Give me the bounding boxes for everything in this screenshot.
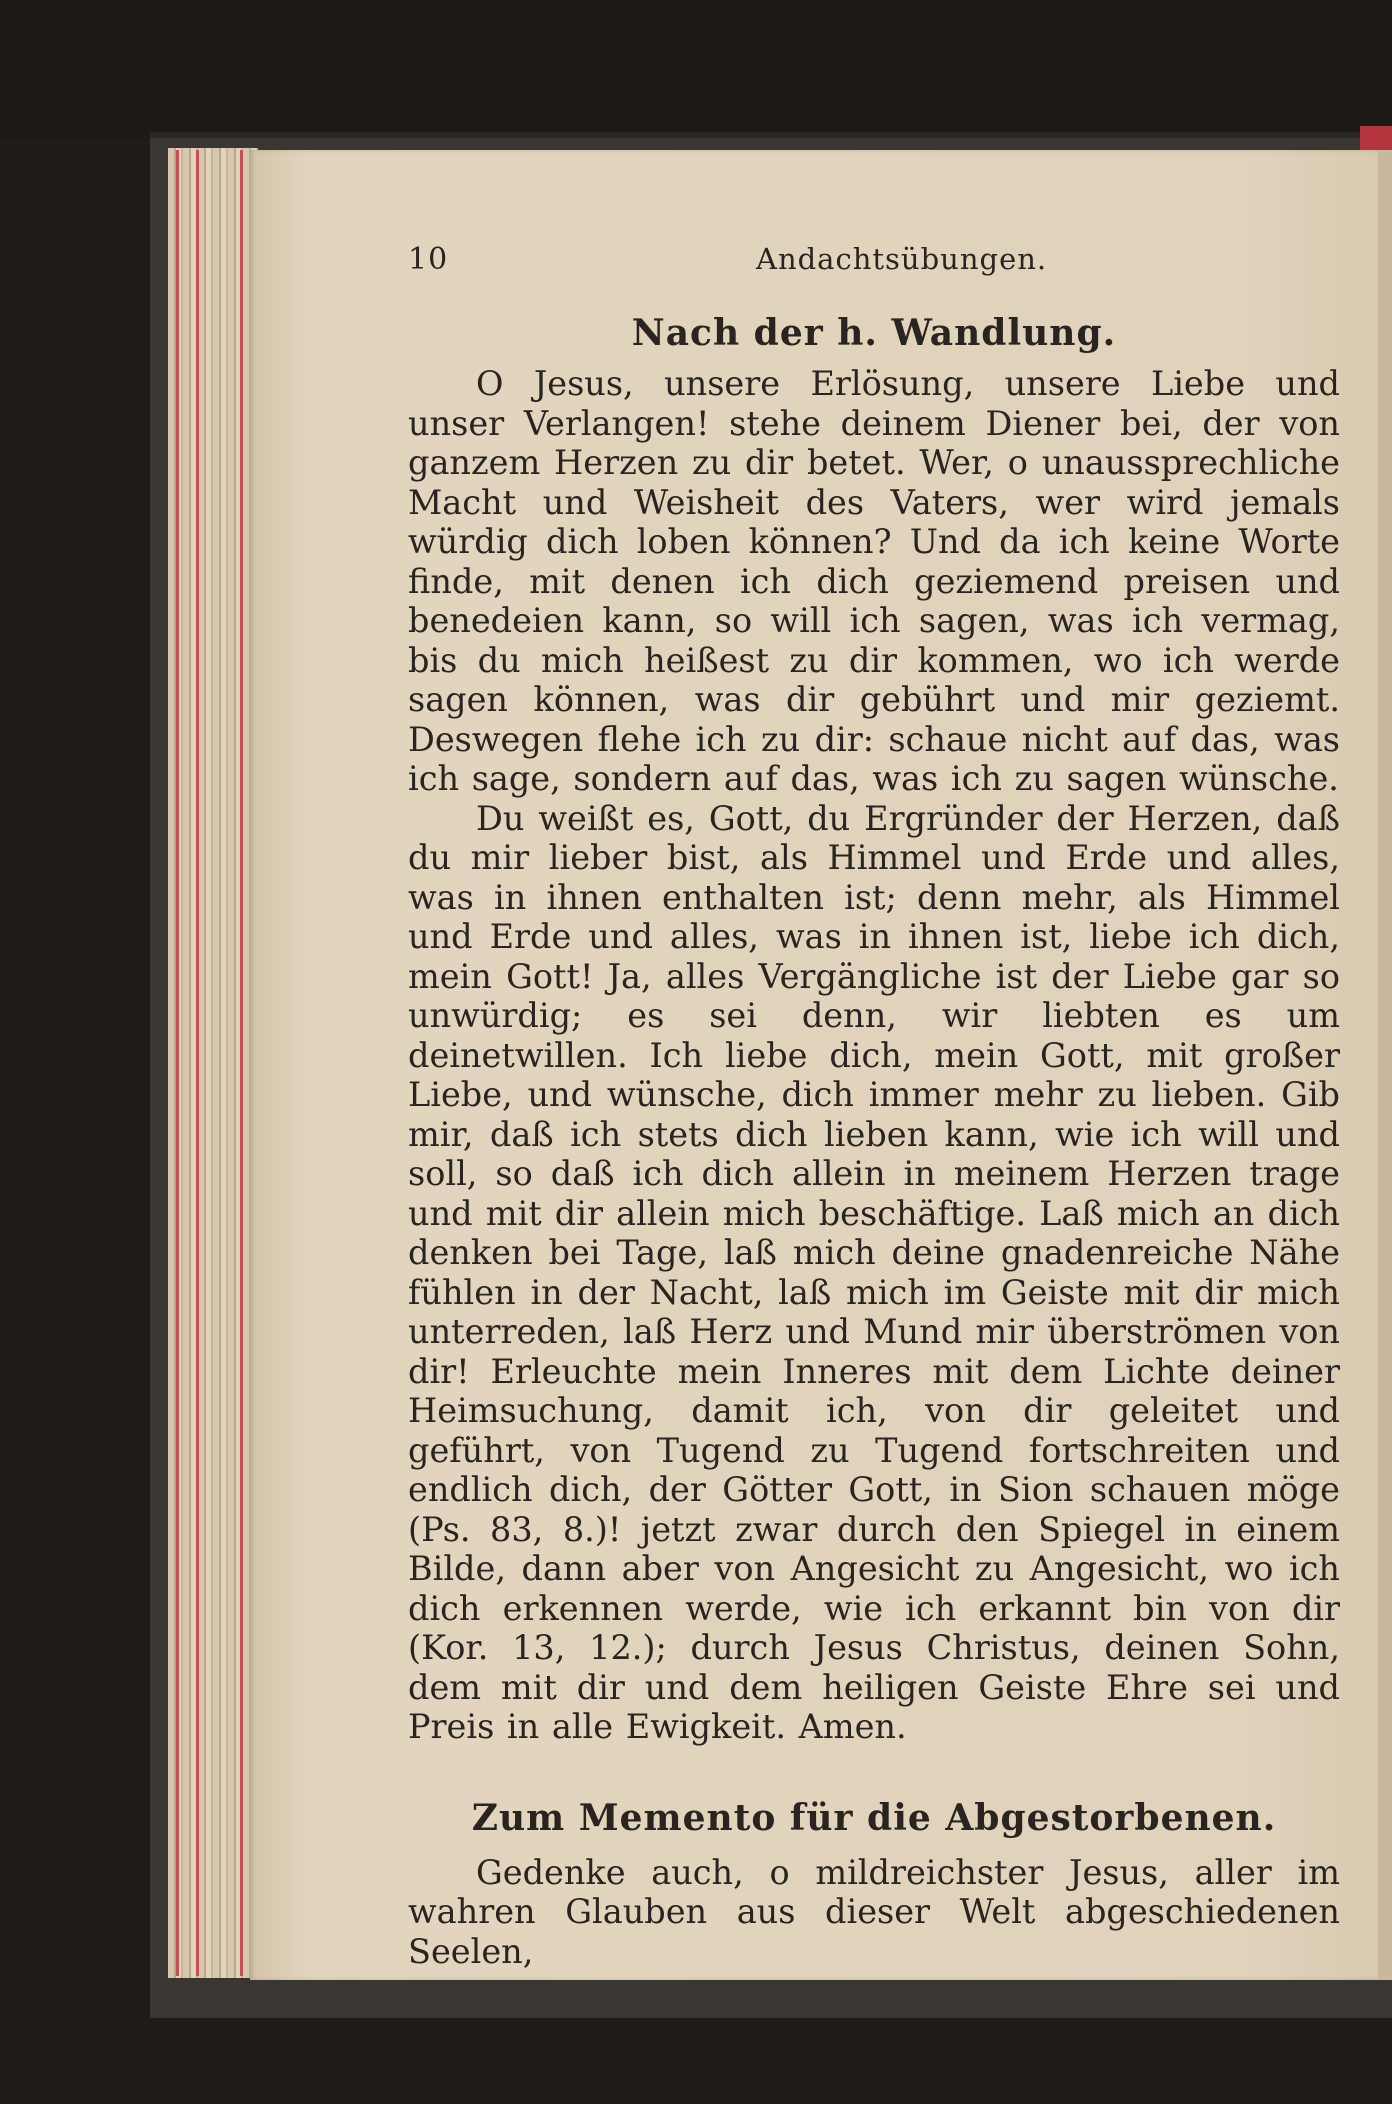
section-heading: Zum Memento für die Abgestorbenen. — [471, 1796, 1277, 1839]
cover-red-edge — [1360, 126, 1392, 152]
paragraph: Du weißt es, Gott, du Ergründer der Herzen, daß du mir lieber bist, als Himmel und Erde und alles, was in ihnen enthalten ist; denn mehr, als Himmel und Erde und alles, was in ihnen ist, liebe ich dich, mein Gott! Ja, alles Vergängliche ist der Liebe gar so unwürdig; es sei denn, wir liebten es um deinetwillen. Ich liebe dich, mein Gott, mit großer Liebe, und wünsche, dich immer mehr zu lieben. Gib mir, daß ich stets dich lieben kann, wie ich will und soll, so daß ich dich allein in meinem Herzen trage und mit dir allein mich beschäftige. Laß mich an dich denken bei Tage, laß mich deine gnadenreiche Nähe fühlen in der Nacht, laß mich im Geiste mit dir mich unterreden, laß Herz und Mund mir überströmen von dir! Erleuchte mein Inneres mit dem Lichte deiner Heimsuchung, damit ich, von dir geleitet und geführt, von Tugend zu Tugend fortschreiten und endlich dich, der Götter Gott, in Sion schauen möge (Ps. 83, 8.)! jetzt zwar durch den Spiegel in einem Bilde, dann aber von Angesicht zu Angesicht, wo ich dich erkennen werde, wie ich erkannt bin von dir (Kor. 13, 12.); durch Jesus Christus, deinen Sohn, dem mit dir und dem heiligen Geiste Ehre sei und Preis in alle Ewigkeit. Amen. — [408, 798, 1340, 1746]
running-head — [408, 230, 1340, 290]
red-edge-line — [240, 150, 243, 1976]
page-stack-edges — [168, 148, 258, 1978]
page-content — [408, 230, 1340, 1971]
paragraph: O Jesus, unsere Erlösung, unsere Liebe und unser Verlangen! stehe deinem Diener bei, der von ganzem Herzen zu dir betet. Wer, o unaussprechliche Macht und Weisheit des Vaters, wer wird jemals würdig dich loben können? Und da ich keine Worte finde, mit denen ich dich geziemend preisen und benedeien kann, so will ich sagen, was ich vermag, bis du mich heißest zu dir kommen, wo ich werde sagen können, was dir gebührt und mir geziemt. Deswegen flehe ich zu dir: schaue nicht auf das, was ich sage, sondern auf das, was ich zu sagen wünsche. — [408, 364, 1340, 798]
red-edge-line — [196, 150, 199, 1976]
paragraph: Gedenke auch, o mildreichster Jesus, aller im wahren Glauben aus dieser Welt abgeschiedenen Seelen, — [408, 1852, 1340, 1971]
page-number: 10 — [408, 242, 449, 277]
top-shadow — [0, 0, 1392, 140]
running-title: Andachtsübungen. — [756, 242, 1048, 276]
red-edge-line — [176, 150, 179, 1976]
section-heading: Nach der h. Wandlung. — [631, 312, 1117, 354]
page-right-edge — [1378, 150, 1392, 1980]
